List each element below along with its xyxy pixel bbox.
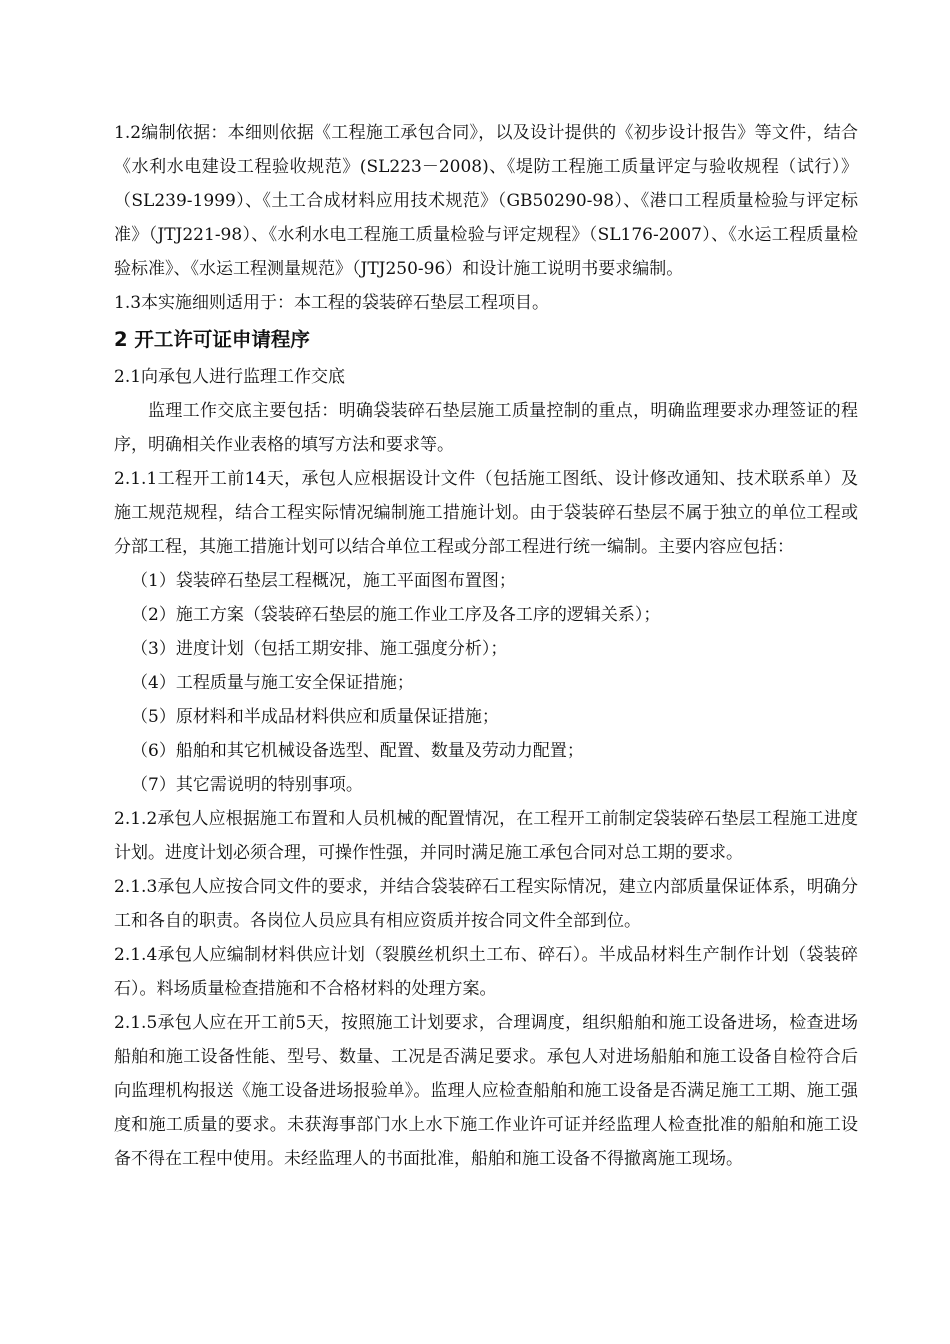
paragraph-2-1-1: 2.1.1工程开工前14天，承包人应根据设计文件（包括施工图纸、设计修改通知、技术联系单）及施工规范规程，结合工程实际情况编制施工措施计划。由于袋装碎石垫层不属于独立的单位工程或分部工程，其施工措施计划可以结合单位工程或分部工程进行统一编制。主要内容应包括： xyxy=(114,469,858,557)
paragraph-1-3-scope: 1.3本实施细则适用于：本工程的袋装碎石垫层工程项目。 xyxy=(114,293,550,313)
list-item: （5）原材料和半成品材料供应和质量保证措施； xyxy=(131,707,499,727)
list-item: （2）施工方案（袋装碎石垫层的施工作业工序及各工序的逻辑关系）； xyxy=(131,605,661,625)
paragraph-2-1-5: 2.1.5承包人应在开工前5天，按照施工计划要求，合理调度，组织船舶和施工设备进场，检查进场船舶和施工设备性能、型号、数量、工况是否满足要求。承包人对进场船舶和施工设备自检符合后向监理机构报送《施工设备进场报验单》。监理人应检查船舶和施工设备是否满足施工工期、施工强度和施工质量的要求。未获海事部门水上水下施工作业许可证并经监理人检查批准的船舶和施工设备不得在工程中使用。未经监理人的书面批准，船舶和施工设备不得撤离施工现场。 xyxy=(114,1013,858,1169)
list-item: （1）袋装碎石垫层工程概况，施工平面图布置图； xyxy=(131,571,516,591)
subsection-2-1-title: 2.1向承包人进行监理工作交底 xyxy=(114,367,346,387)
section-2-heading: 2 开工许可证申请程序 xyxy=(114,328,310,351)
paragraph-2-1-4: 2.1.4承包人应编制材料供应计划（裂膜丝机织土工布、碎石）。半成品材料生产制作计划（袋装碎石）。料场质量检查措施和不合格材料的处理方案。 xyxy=(114,945,858,999)
list-item: （4）工程质量与施工安全保证措施； xyxy=(131,673,414,693)
list-item: （3）进度计划（包括工期安排、施工强度分析）； xyxy=(131,639,508,659)
paragraph-2-1-intro: 监理工作交底主要包括：明确袋装碎石垫层施工质量控制的重点，明确监理要求办理签证的程序，明确相关作业表格的填写方法和要求等。 xyxy=(114,401,858,455)
paragraph-2-1-2: 2.1.2承包人应根据施工布置和人员机械的配置情况，在工程开工前制定袋装碎石垫层工程施工进度计划。进度计划必须合理，可操作性强，并同时满足施工承包合同对总工期的要求。 xyxy=(114,809,858,863)
paragraph-2-1-3: 2.1.3承包人应按合同文件的要求，并结合袋装碎石工程实际情况，建立内部质量保证体系，明确分工和各自的职责。各岗位人员应具有相应资质并按合同文件全部到位。 xyxy=(114,877,858,931)
paragraph-1-2-basis: 1.2编制依据：本细则依据《工程施工承包合同》，以及设计提供的《初步设计报告》等文件，结合《水利水电建设工程验收规范》(SL223－2008)、《堤防工程施工质量评定与验收规程（试行）》（SL239-1999）、《土工合成材料应用技术规范》（GB50290-98）、《港口工程质量检验与评定标准》（JTJ221-98）、《水利水电工程施工质量检验与评定规程》（SL176-2007）、《水运工程质量检验标准》、《水运工程测量规范》（JTJ250-96）和设计施工说明书要求编制。 xyxy=(114,123,858,279)
list-item: （6）船舶和其它机械设备选型、配置、数量及劳动力配置； xyxy=(131,741,584,761)
list-item: （7）其它需说明的特别事项。 xyxy=(131,775,363,795)
